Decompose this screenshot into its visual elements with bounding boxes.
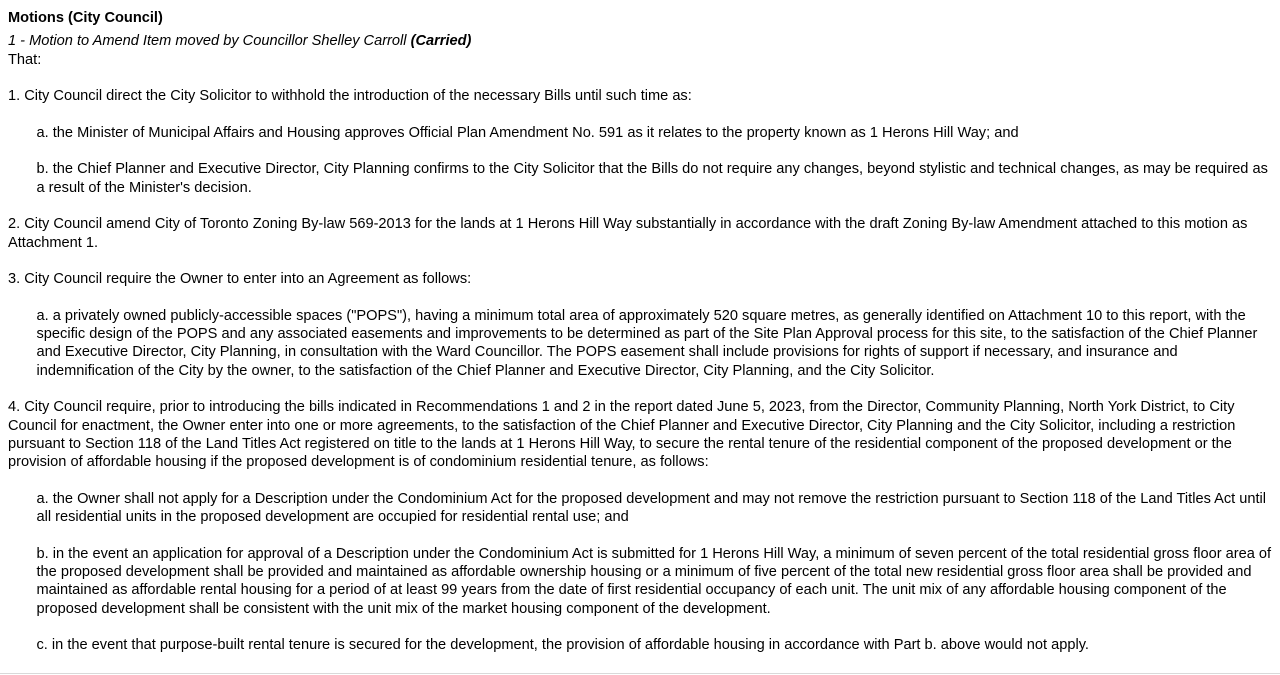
bottom-divider bbox=[0, 673, 1280, 674]
motion-title: 1 - Motion to Amend Item moved by Councillor Shelley Carroll bbox=[8, 33, 407, 50]
recommendation-3: 3. City Council require the Owner to enter into an Agreement as follows: bbox=[8, 271, 472, 288]
motion-intro: That: bbox=[8, 51, 42, 68]
recommendation-2: 2. City Council amend City of Toronto Zoning By-law 569-2013 for the lands at 1 Herons Hill Way substantially in accordance with the draft Zoning By-law Amendment attached to this motion as Attachment 1. bbox=[8, 216, 1248, 251]
motion-status: (Carried) bbox=[410, 33, 472, 50]
recommendation-4a: a. the Owner shall not apply for a Description under the Condominium Act for the proposed development and may not remove the restriction pursuant to Section 118 of the Land Titles Act until all residential units in the proposed development are occupied for residential rental use; and bbox=[36, 490, 1267, 526]
motion-title-line bbox=[8, 32, 1274, 50]
recommendation-3a: a. a privately owned publicly-accessible spaces ("POPS"), having a minimum total area of approximately 520 square metres, as generally identified on Attachment 10 to this report, with the specific design of the POPS and any associated easements and improvements to be determined as part of the Site Plan Approval process for this site, to the satisfaction of the Chief Planner and Executive Director, City Planning, in consultation with the Ward Councillor. The POPS easement shall include provisions for rights of support if necessary, and insurance and indemnification of the City by the owner, to the satisfaction of the Chief Planner and Executive Director, City Planning, and the City Solicitor. bbox=[36, 307, 1258, 379]
motion-document bbox=[8, 9, 1274, 654]
recommendation-1b: b. the Chief Planner and Executive Director, City Planning confirms to the City Solicitor that the Bills do not require any changes, beyond stylistic and technical changes, as may be required as a result of the Minister's decision. bbox=[36, 161, 1268, 196]
recommendation-4b: b. in the event an application for approval of a Description under the Condominium Act is submitted for 1 Herons Hill Way, a minimum of seven percent of the total residential gross floor area of the proposed development shall be provided and maintained as affordable ownership housing or a minimum of five percent of the total new residential gross floor area shall be provided and maintained as affordable rental housing for a period of at least 99 years from the date of first residential occupancy of each unit. The unit mix of any affordable housing component of the proposed development shall be consistent with the unit mix of the market housing component of the development. bbox=[36, 545, 1272, 617]
recommendation-1a: a. the Minister of Municipal Affairs and Housing approves Official Plan Amendment No. 591 as it relates to the property known as 1 Herons Hill Way; and bbox=[36, 124, 1019, 141]
section-heading: Motions (City Council) bbox=[8, 10, 163, 26]
recommendation-1: 1. City Council direct the City Solicitor to withhold the introduction of the necessary Bills until such time as: bbox=[8, 88, 692, 105]
recommendation-4: 4. City Council require, prior to introducing the bills indicated in Recommendations 1 and 2 in the report dated June 5, 2023, from the Director, Community Planning, North York District, to City Council for enactment, the Owner enter into one or more agreements, to the satisfaction of the Chief Planner and Executive Director, City Planning and the City Solicitor, including a restriction pursuant to Section 118 of the Land Titles Act registered on title to the lands at 1 Herons Hill Way, to secure the rental tenure of the residential component of the proposed development or the provision of affordable housing if the proposed development is of condominium residential tenure, as follows: bbox=[8, 399, 1236, 471]
recommendation-4c: c. in the event that purpose-built rental tenure is secured for the development, the provision of affordable housing in accordance with Part b. above would not apply. bbox=[36, 637, 1089, 654]
